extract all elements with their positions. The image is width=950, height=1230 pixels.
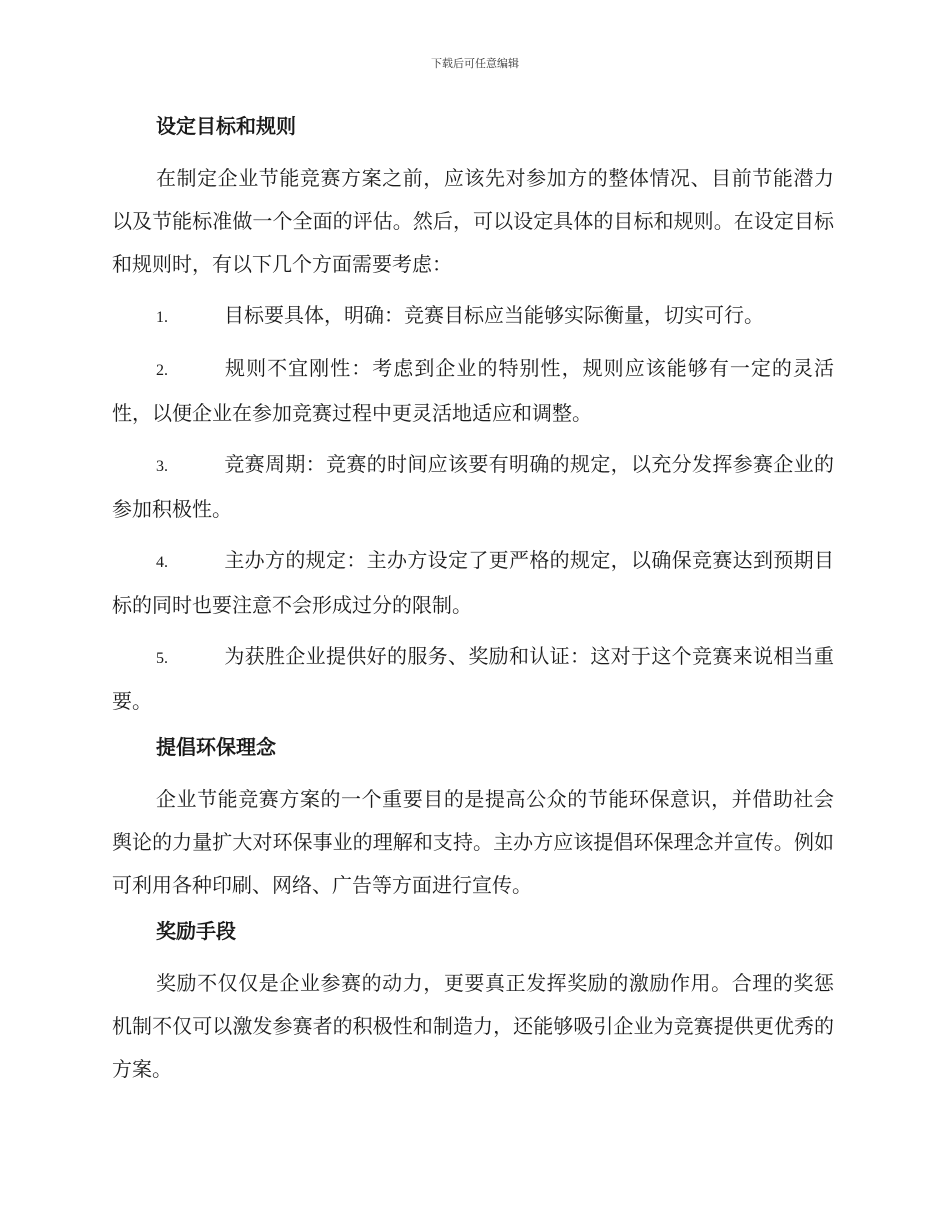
list-number: 1.: [156, 309, 168, 326]
list-text: 规则不宜刚性：考虑到企业的特别性，规则应该能够有一定的灵活性，以便企业在参加竞赛过程中更灵活地适应和调整。: [112, 356, 834, 425]
list-number: 4.: [156, 554, 168, 571]
list-number: 2.: [156, 362, 168, 379]
list-number: 3.: [156, 458, 168, 475]
section-paragraph: 在制定企业节能竞赛方案之前，应该先对参加方的整体情况、目前节能潜力以及节能标准做一个全面的评估。然后，可以设定具体的目标和规则。在设定目标和规则时，有以下几个方面需要考虑：: [112, 166, 834, 276]
list-item: [112, 443, 834, 531]
section-paragraph: 奖励不仅仅是企业参赛的动力，更要真正发挥奖励的激励作用。合理的奖惩机制不仅可以激发参赛者的积极性和制造力，还能够吸引企业为竞赛提供更优秀的方案。: [112, 971, 834, 1081]
section-heading: 奖励手段: [156, 919, 236, 943]
section-rewards: [112, 915, 834, 1091]
document-body: [112, 110, 834, 1099]
section-heading: 提倡环保理念: [156, 735, 276, 759]
list-text: 主办方的规定：主办方设定了更严格的规定，以确保竞赛达到预期目标的同时也要注意不会形成过分的限制。: [112, 548, 834, 617]
list-text: 为获胜企业提供好的服务、奖励和认证：这对于这个竞赛来说相当重要。: [112, 644, 834, 713]
section-goals-rules: [112, 110, 834, 723]
header-note: 下载后可任意编辑: [431, 57, 519, 70]
section-heading: 设定目标和规则: [156, 114, 296, 138]
list-number: 5.: [156, 650, 168, 667]
list-item: [112, 294, 834, 339]
list-text: 目标要具体，明确：竞赛目标应当能够实际衡量，切实可行。: [224, 303, 764, 327]
section-paragraph: 企业节能竞赛方案的一个重要目的是提高公众的节能环保意识，并借助社会舆论的力量扩大对环保事业的理解和支持。主办方应该提倡环保理念并宣传。例如可利用各种印刷、网络、广告等方面进行宣传。: [112, 787, 834, 897]
list-item: [112, 539, 834, 627]
list-text: 竞赛周期：竞赛的时间应该要有明确的规定，以充分发挥参赛企业的参加积极性。: [112, 452, 834, 521]
list-item: [112, 635, 834, 723]
list-item: [112, 347, 834, 435]
section-environmental: [112, 731, 834, 907]
